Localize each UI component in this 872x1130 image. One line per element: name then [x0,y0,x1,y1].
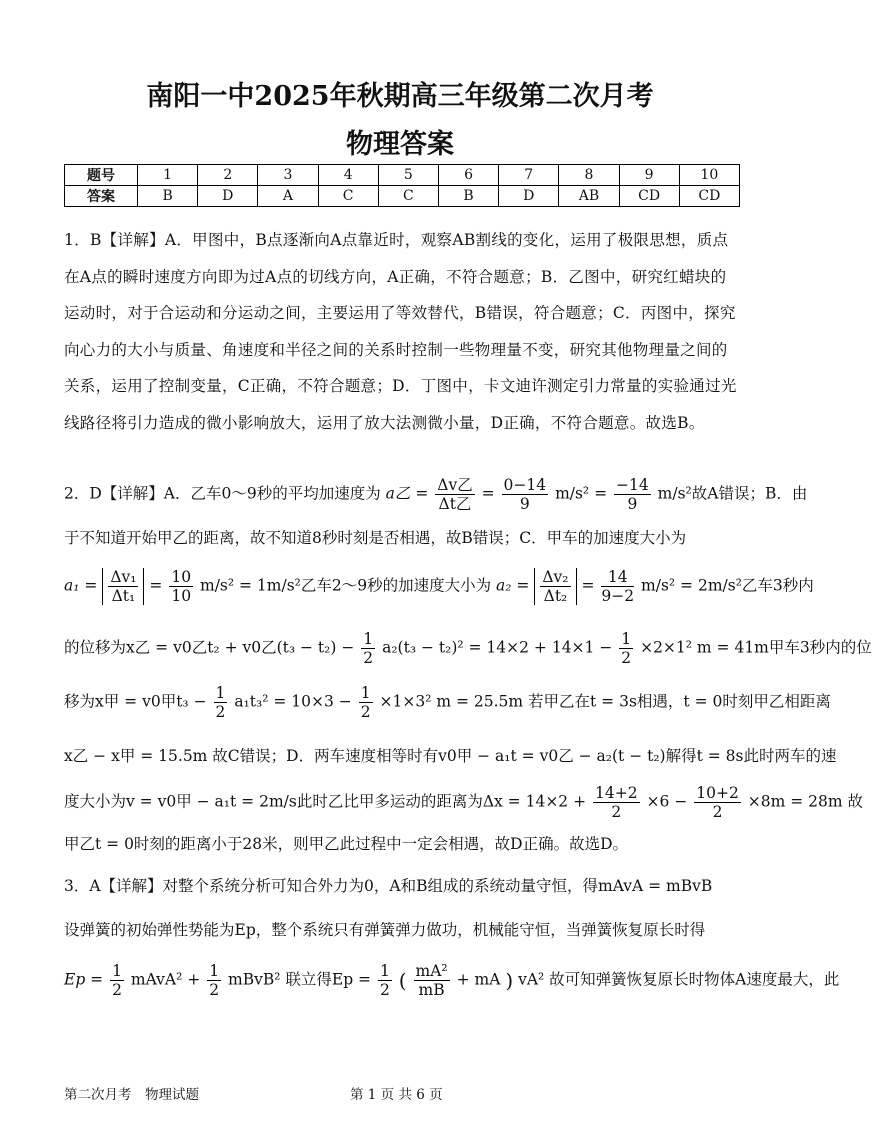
page-title: 南阳一中2025年秋期高三年级第二次月考 [146,81,654,112]
paren-close: ) [505,968,514,993]
table-cell: 8 [559,165,619,186]
q2-line-6: x乙 − x甲 = 15.5m 故C错误；D．两车速度相等时有v0甲 − a₁t = v0乙 − a₂(t − t₂)解得t = 8s此时两车的速 [64,747,837,765]
table-cell: 6 [438,165,498,186]
q2-text: m/s² = 1m/s²乙车2～9秒的加速度大小为 [200,576,492,595]
q2-line-1: 2．D【详解】A．乙车0～9秒的平均加速度为 a乙 = $\frac{\text{Δv乙}}{\text{Δt乙}}$ = $\frac{0-14}{9}$ m/s² = $\frac{-14}{9}$ m/s²故A错误；B．由 [64,476,808,513]
table-cell: B [138,186,198,207]
denominator: 2 [215,703,226,721]
fraction [694,784,741,821]
numerator: Δv乙 [437,476,473,494]
table-cell: C [378,186,438,207]
numerator: 1 [379,962,390,980]
q2-text: 移为x甲 = v0甲t₃ − [64,692,207,711]
table-cell: A [258,186,318,207]
table-cell: 10 [679,165,739,186]
q3-text: vA² 故可知弹簧恢复原长时物体A速度最大，此 [518,970,840,989]
numerator: mA² [415,962,448,980]
table-cell: 7 [499,165,559,186]
q3-text: mBvB² 联立得Ep = [228,970,372,989]
numerator: 10+2 [696,784,739,802]
footer-page-number: 第 1 页 共 6 页 [350,1087,443,1103]
numerator: 14 [601,568,634,587]
denominator: mB [418,981,445,999]
q3-line-3 [64,962,840,999]
q2-line-7 [64,784,864,821]
q2-text: ×1×3² m = 25.5m 若甲乙在t = 3s相遇，t = 0时刻甲乙相距离 [379,692,831,711]
numerator: 0−14 [503,476,547,494]
table-cell: D [198,186,258,207]
fraction [540,568,570,605]
footer-left: 第二次月考 物理试题 [64,1087,199,1103]
numerator: Δv₂ [542,568,569,586]
paren-open: ( [398,968,407,993]
page-subtitle: 物理答案 [346,129,454,160]
q3-line-2: 设弹簧的初始弹性势能为Ep，整个系统只有弹簧弹力做功，机械能守恒，当弹簧恢复原长时得 [64,921,706,939]
fraction [110,962,124,999]
numerator: 1 [360,684,371,702]
table-cell: AB [559,186,619,207]
q3-text: mAvA² + [130,970,201,989]
answer-table [64,164,740,207]
q2-text: m/s² = 2m/s²乙车3秒内 [641,576,814,595]
table-row [65,186,740,207]
denominator: 2 [209,981,220,999]
row-label: 答案 [65,186,138,207]
q2-line-4 [64,630,872,667]
q3-text: + mA [456,970,501,989]
fraction [601,568,634,605]
fraction [378,962,392,999]
q2-text: a₂(t₃ − t₂)² = 14×2 + 14×1 − [382,638,613,657]
q2-unit: m/s² = [555,484,608,503]
q2-text: 度大小为v = v0甲 − a₁t = 2m/s此时乙比甲多运动的距离为Δx = 14×2 + [64,792,587,811]
q3-line-1: 3．A【详解】对整个系统分析可知合外力为0，A和B组成的系统动量守恒，得mAvA = mBvB [64,877,713,895]
table-cell: 2 [198,165,258,186]
fraction [359,684,373,721]
denominator: Δt乙 [438,495,472,513]
abs-value [102,568,144,605]
abs-value [534,568,576,605]
numerator: 1 [112,962,122,980]
table-cell: B [438,186,498,207]
denominator: 2 [363,649,374,667]
fraction [207,962,221,999]
q2-math: a₁ = [64,576,98,595]
fraction [414,962,450,999]
q2-math: a₂ = [496,576,530,595]
table-cell: CD [679,186,739,207]
q2-line-5 [64,684,831,721]
fraction [361,630,375,667]
denominator: Δt₁ [111,587,136,605]
q2-text: ×8m = 28m 故 [747,792,864,811]
q2-text: m/s²故A错误；B．由 [657,484,808,503]
q2-text: a₁t₃² = 10×3 − [234,692,352,711]
q2-text: ×2×1² m = 41m甲车3秒内的位 [640,638,872,657]
denominator: 2 [611,803,622,821]
denominator: 2 [112,981,122,999]
numerator: 1 [363,630,374,648]
q2-line-8: 甲乙t = 0时刻的距离小于28米，则甲乙此过程中一定会相遇，故D正确。故选D。 [64,835,629,853]
fraction [169,568,193,605]
numerator: 1 [215,684,226,702]
fraction [614,476,651,513]
fraction [435,476,474,513]
fraction [619,630,633,667]
table-cell: 3 [258,165,318,186]
q3-math: Ep = [64,970,104,989]
denominator: 2 [621,649,632,667]
fraction [214,684,228,721]
denominator: 9 [519,495,530,513]
denominator: 9−2 [601,587,635,605]
denominator: 2 [360,703,371,721]
q2-text: 的位移为x乙 = v0乙t₂ + v0乙(t₃ − t₂) − [64,638,355,657]
table-cell: CD [619,186,679,207]
table-cell: 4 [318,165,378,186]
numerator: 1 [621,630,632,648]
q2-line-3: a₁ = $\frac{\text{Δv₁}}{\text{Δt₁}}$ = $\frac{10}{10}$ m/s² = 1m/s²乙车2～9秒的加速度大小为 a₂ = $\frac{\text{Δv₂}}{\text{Δt₂}}$ = $\frac{14}{9-2}$ m/s² = 2m/s²乙车3秒内 [64,568,814,605]
numerator: 14+2 [595,784,638,802]
q2-text: ×6 − [646,792,688,811]
fraction [502,476,549,513]
table-cell: 1 [138,165,198,186]
fraction [593,784,640,821]
table-cell: C [318,186,378,207]
table-cell: 9 [619,165,679,186]
table-cell: D [499,186,559,207]
numerator: 1 [209,962,220,980]
fraction [108,568,138,605]
numerator: −14 [616,476,649,494]
numerator: Δv₁ [110,568,137,586]
denominator: 9 [627,495,638,513]
denominator: 2 [379,981,390,999]
q2-math: a乙 = [385,484,429,503]
denominator: Δt₂ [543,587,568,605]
row-label: 题号 [65,165,138,186]
table-cell: 5 [378,165,438,186]
q1-explanation: 1．B【详解】A．甲图中，B点逐渐向A点靠近时，观察AB割线的变化，运用了极限思想，质点在A点的瞬时速度方向即为过A点的切线方向，A正确，不符合题意；B．乙图中，研究红蜡块的运动时，对于合运动和分运动之间，主要运用了等效替代，B错误，符合题意；C．丙图中，探究向心力的大小与质量、角速度和半径之间的关系时控制一些物理量不变，研究其他物理量之间的关系，运用了控制变量，C正确，不符合题意；D．丁图中，卡文迪许测定引力常量的实验通过光线路径将引力造成的微小影响放大，运用了放大法测微小量，D正确，不符合题意。故选B。 [64,231,737,432]
denominator: 10 [171,587,192,605]
numerator: 10 [171,568,192,586]
q2-line-2: 于不知道开始甲乙的距离，故不知道8秒时刻是否相遇，故B错误；C．甲车的加速度大小为 [64,529,687,547]
table-row [65,165,740,186]
denominator: 2 [712,803,723,821]
q2-text: 2．D【详解】A．乙车0～9秒的平均加速度为 [64,484,381,503]
